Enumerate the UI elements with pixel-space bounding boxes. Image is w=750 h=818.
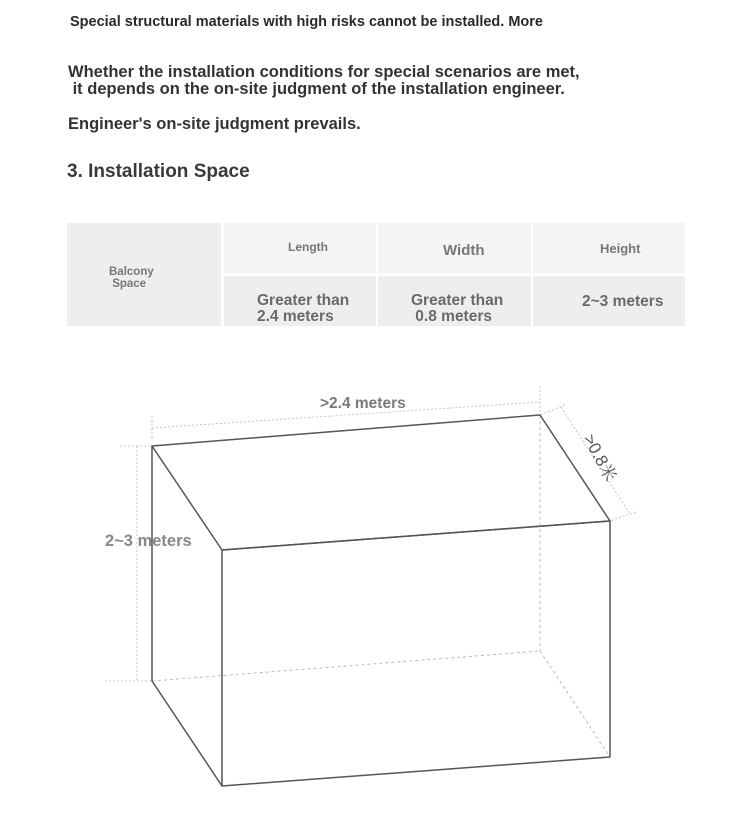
paragraph-line-1: Whether the installation conditions for special scenarios are met, — [68, 63, 580, 81]
hidden-edge-back-bottom — [152, 651, 540, 681]
notice-text: Special structural materials with high risks cannot be installed. More — [70, 14, 543, 30]
header-height-label: Height — [600, 241, 641, 256]
depth-guide-top — [540, 405, 565, 415]
section-title: 3. Installation Space — [67, 161, 250, 182]
value-height-label: 2~3 meters — [582, 293, 664, 310]
depth-label: >0.8米 — [579, 430, 620, 485]
row-header-label: Balcony Space — [109, 266, 154, 290]
box-front-face — [222, 521, 610, 786]
box-edges — [152, 415, 610, 786]
depth-guide-bottom — [610, 512, 636, 521]
hidden-edge-depth-bottom — [540, 651, 610, 757]
box-top-face — [152, 415, 610, 550]
header-length-label: Length — [288, 240, 328, 254]
paragraph-line-2: it depends on the on-site judgment of the installation engineer. — [68, 80, 565, 98]
height-label: 2~3 meters — [105, 532, 192, 550]
value-length-label: Greater than 2.4 meters — [257, 292, 350, 325]
hidden-edges — [152, 415, 610, 757]
header-width-label: Width — [443, 242, 485, 259]
judgment-text: Engineer's on-site judgment prevails. — [68, 115, 361, 133]
length-label: >2.4 meters — [320, 395, 406, 412]
value-width-label: Greater than 0.8 meters — [411, 292, 504, 325]
